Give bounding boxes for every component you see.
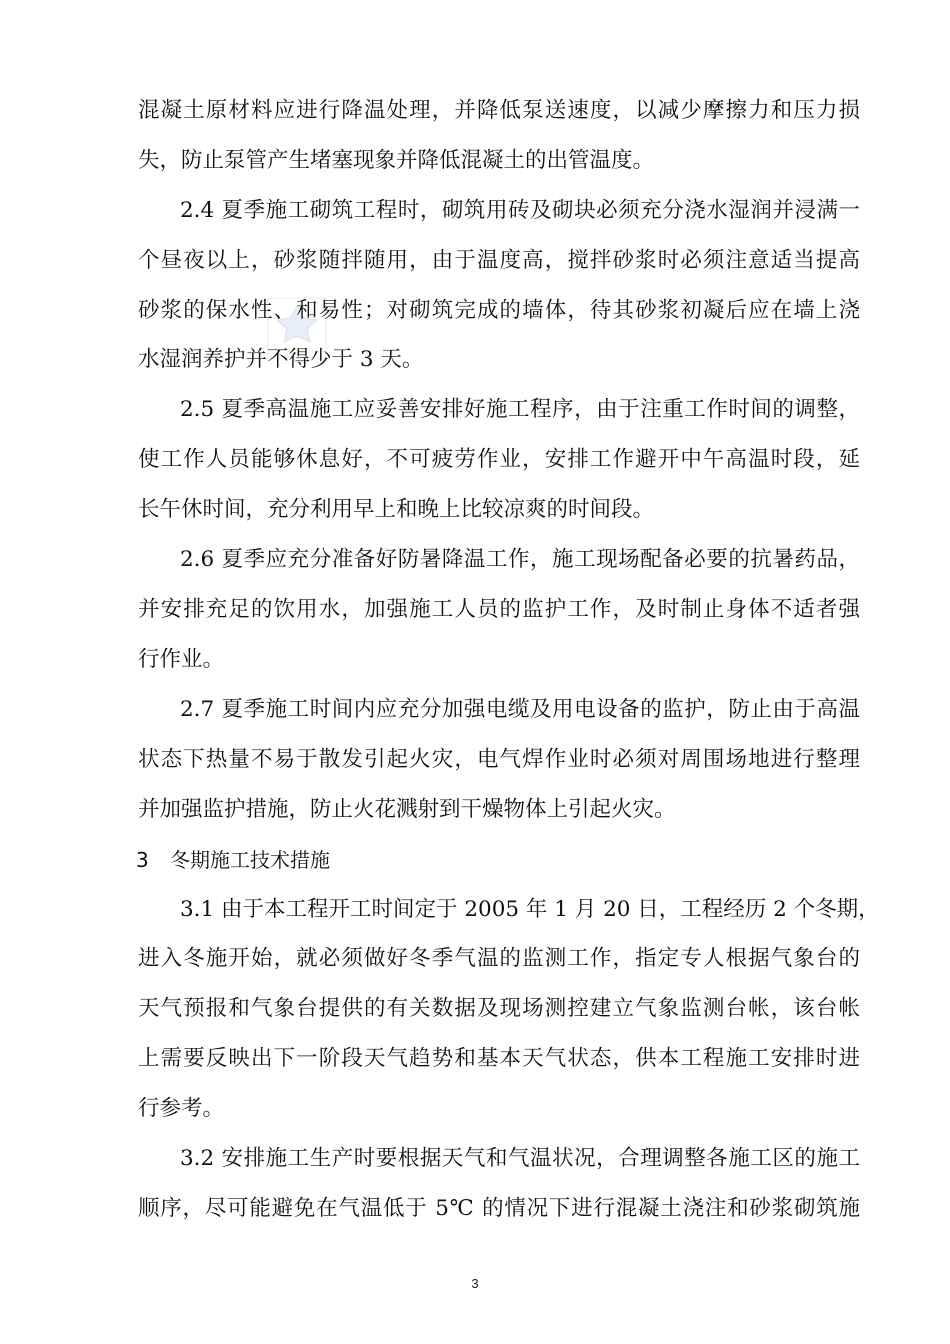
paragraph-line: 失，防止泵管产生堵塞现象并降低混凝土的出管温度。: [138, 148, 655, 173]
paragraph-3-1-line: 3.1 由于本工程开工时间定于 2005 年 1 月 20 日，工程经历 2 个冬期，: [180, 897, 880, 922]
paragraph-2-5-line: 2.5 夏季高温施工应妥善安排好施工程序，由于注重工作时间的调整，: [180, 397, 860, 422]
paragraph-line: 长午休时间，充分利用早上和晚上比较凉爽的时间段。: [138, 497, 655, 522]
paragraph-line: 并安排充足的饮用水，加强施工人员的监护工作，及时制止身体不适者强: [138, 597, 860, 622]
paragraph-line: 行参考。: [138, 1096, 225, 1121]
paragraph-line: 上需要反映出下一阶段天气趋势和基本天气状态，供本工程施工安排时进: [138, 1046, 860, 1071]
paragraph-line: 混凝土原材料应进行降温处理，并降低泵送速度，以减少摩擦力和压力损: [138, 98, 860, 123]
paragraph-line: 顺序，尽可能避免在气温低于 5℃ 的情况下进行混凝土浇注和砂浆砌筑施: [138, 1196, 860, 1221]
paragraph-line: 并加强监护措施，防止火花溅射到干燥物体上引起火灾。: [138, 797, 676, 822]
paragraph-2-4-line: 2.4 夏季施工砌筑工程时，砌筑用砖及砌块必须充分浇水湿润并浸满一: [180, 198, 860, 223]
paragraph-line: 水湿润养护并不得少于 3 天。: [138, 347, 424, 372]
paragraph-line: 个昼夜以上，砂浆随拌随用，由于温度高，搅拌砂浆时必须注意适当提高: [138, 248, 860, 273]
paragraph-line: 行作业。: [138, 647, 225, 672]
paragraph-line: 砂浆的保水性、和易性；对砌筑完成的墙体，待其砂浆初凝后应在墙上浇: [138, 298, 860, 323]
paragraph-2-7-line: 2.7 夏季施工时间内应充分加强电缆及用电设备的监护，防止由于高温: [180, 697, 860, 722]
page-number: 3: [471, 1276, 479, 1291]
paragraph-line: 状态下热量不易于散发引起火灾，电气焊作业时必须对周围场地进行整理: [138, 747, 860, 772]
paragraph-3-2-line: 3.2 安排施工生产时要根据天气和气温状况，合理调整各施工区的施工: [180, 1146, 860, 1171]
paragraph-line: 天气预报和气象台提供的有关数据及现场测控建立气象监测台帐，该台帐: [138, 996, 860, 1021]
paragraph-2-6-line: 2.6 夏季应充分准备好防暑降温工作，施工现场配备必要的抗暑药品，: [180, 547, 860, 572]
section-title: 冬期施工技术措施: [170, 848, 330, 872]
section-heading: [136, 842, 330, 878]
paragraph-line: 使工作人员能够休息好，不可疲劳作业，安排工作避开中午高温时段，延: [138, 447, 860, 472]
section-number: 3: [136, 848, 149, 872]
paragraph-line: 进入冬施开始，就必须做好冬季气温的监测工作，指定专人根据气象台的: [138, 946, 860, 971]
